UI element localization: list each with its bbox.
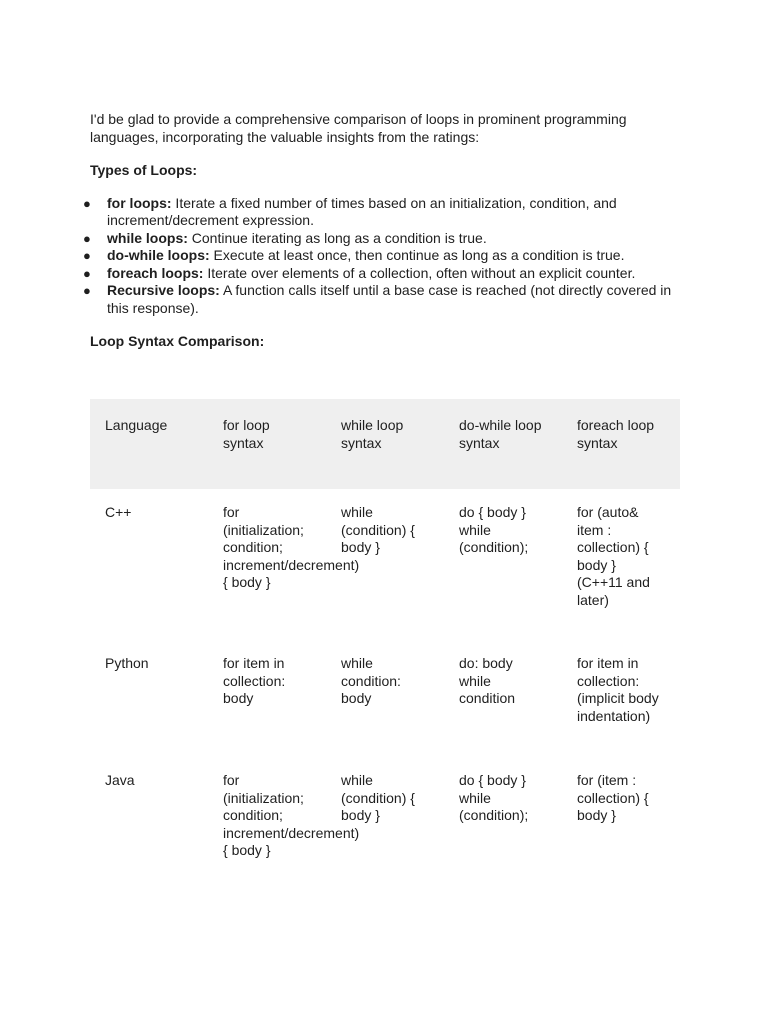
intro-paragraph: I'd be glad to provide a comprehensive comparison of loops in prominent programming languages, incorporating the valuable insights from the ratings:	[90, 111, 627, 145]
table-body	[90, 489, 680, 887]
table-header-row	[90, 399, 680, 489]
list-item	[83, 247, 680, 265]
table-cell-for-loop: for (initialization; condition; increment/decrement) { body }	[223, 772, 360, 858]
loop-syntax-table	[90, 399, 680, 887]
loop-types-list	[83, 194, 680, 318]
loop-type-term: foreach loops:	[107, 264, 204, 281]
list-item	[83, 282, 680, 317]
loop-syntax-comparison-heading: Loop Syntax Comparison:	[90, 333, 265, 349]
bullet-icon: ●	[83, 248, 91, 263]
bullet-icon: ●	[83, 195, 91, 211]
list-item	[83, 264, 680, 283]
table-cell-for-loop: for (initialization; condition; increment/decrement) { body }	[223, 504, 360, 590]
loop-type-description: Iterate a fixed number of times based on an initialization, condition, and increment/decrement expression.	[107, 194, 617, 228]
list-item	[83, 229, 680, 248]
loop-type-term: for loops:	[107, 194, 172, 211]
loop-type-term: while loops:	[107, 229, 188, 246]
table-cell-foreach-loop: for (auto& item : collection) { body } (C++11 and later)	[577, 504, 650, 608]
table-cell-language: Python	[105, 655, 149, 671]
table-cell-do-while-loop: do { body } while (condition);	[459, 504, 529, 555]
column-header-for-loop: for loop syntax	[223, 417, 270, 451]
bullet-icon: ●	[83, 283, 91, 298]
loop-type-term: do-while loops:	[107, 247, 210, 263]
column-header-foreach-loop: foreach loop syntax	[577, 417, 655, 451]
column-header-language: Language	[105, 417, 168, 433]
document-page	[83, 111, 680, 858]
column-header-do-while-loop: do-while loop syntax	[459, 417, 542, 451]
table-cell-language: C++	[105, 504, 132, 520]
loop-type-description: Iterate over elements of a collection, often without an explicit counter.	[203, 264, 636, 281]
table-cell-foreach-loop: for (item : collection) { body }	[577, 772, 649, 823]
loop-type-description: Continue iterating as long as a condition is true.	[187, 229, 487, 246]
bullet-icon: ●	[83, 230, 91, 246]
loop-type-description: A function calls itself until a base case is reached (not directly covered in this response).	[107, 282, 672, 316]
table-cell-while-loop: while (condition) { body }	[341, 772, 415, 823]
table-row	[90, 640, 680, 757]
table-row	[90, 489, 680, 640]
bullet-icon: ●	[83, 265, 91, 281]
table-cell-foreach-loop: for item in collection: (implicit body indentation)	[577, 655, 659, 724]
types-of-loops-heading: Types of Loops:	[90, 162, 198, 178]
table-header	[90, 399, 680, 489]
table-row	[90, 757, 680, 887]
table-cell-do-while-loop: do { body } while (condition);	[459, 772, 529, 823]
loop-type-term: Recursive loops:	[107, 282, 220, 298]
list-item	[83, 194, 680, 230]
table-cell-do-while-loop: do: body while condition	[459, 655, 516, 706]
table-cell-language: Java	[105, 772, 135, 788]
table-cell-while-loop: while condition: body	[341, 655, 401, 706]
table-cell-for-loop: for item in collection: body	[223, 655, 286, 706]
column-header-while-loop: while loop syntax	[341, 417, 404, 451]
table-cell-while-loop: while (condition) { body }	[341, 504, 415, 555]
loop-type-description: Execute at least once, then continue as long as a condition is true.	[209, 247, 625, 263]
